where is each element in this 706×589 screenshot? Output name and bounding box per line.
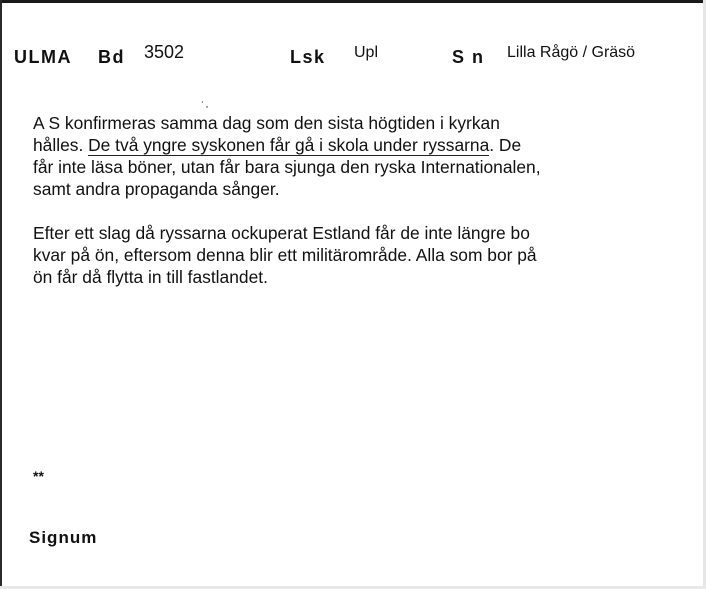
stars-marker: ** (33, 468, 44, 484)
paragraph-2-line-3: ön får då flytta in till fastlandet. (33, 267, 268, 287)
sn-value: Lilla Rågö / Gräsö (507, 44, 636, 61)
paragraph-1-line-2-prefix: hålles. (33, 135, 89, 155)
paragraph-1-line-4: samt andra propaganda sånger. (33, 179, 280, 199)
paragraph-1-line-2 (33, 134, 683, 156)
bd-label: Bd (98, 47, 125, 67)
pencil-mark: ˙· (201, 99, 209, 113)
lsk-value: Upl (354, 44, 379, 61)
paragraph-2-line-2: kvar på ön, eftersom denna blir ett militärområde. Alla som bor på (33, 245, 537, 265)
paragraph-2 (33, 222, 683, 288)
underlined-sentence: De två yngre syskonen får gå i skola under ryssarna (88, 135, 490, 155)
archive-label: ULMA (14, 47, 72, 67)
paragraph-1-line-1: A S konfirmeras samma dag som den sista högtiden i kyrkan (33, 113, 500, 133)
card-top-edge (0, 0, 706, 3)
card-header (14, 42, 694, 72)
paragraph-1-line-3: får inte läsa böner, utan får bara sjunga den ryska Internationalen, (33, 157, 541, 177)
paragraph-2-line-1: Efter ett slag då ryssarna ockuperat Estland får de inte längre bo (33, 223, 530, 243)
paragraph-1 (33, 112, 683, 200)
paragraph-1-line-2-suffix: . De (489, 135, 522, 155)
sn-label: S n (452, 47, 485, 67)
bd-value: 3502 (144, 42, 185, 62)
signum-label: Signum (29, 528, 98, 547)
card-body (33, 112, 683, 288)
lsk-label: Lsk (290, 47, 326, 67)
card-left-edge (0, 0, 2, 589)
